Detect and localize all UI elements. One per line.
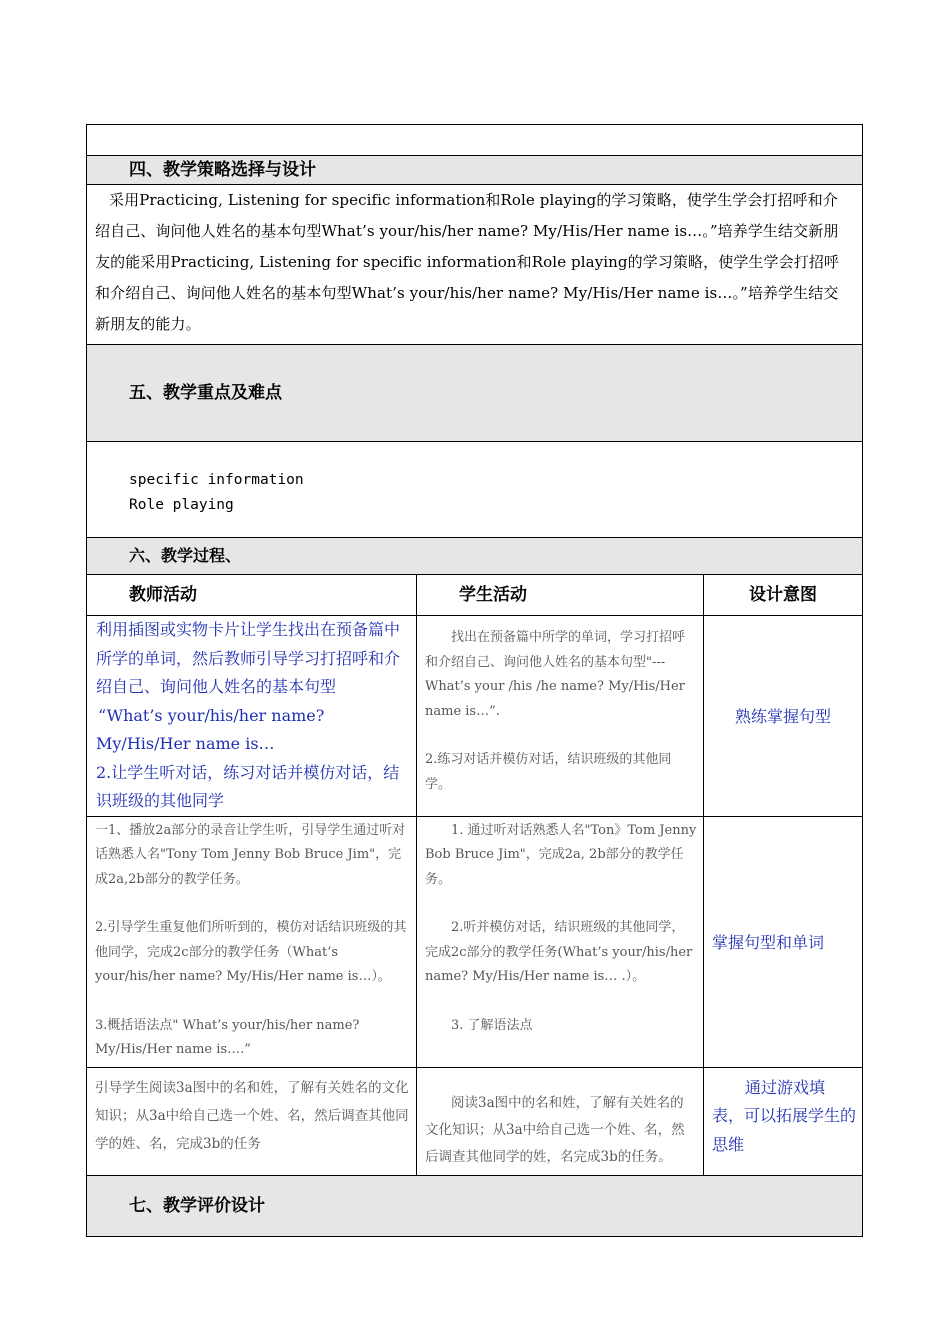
teacher-activity-text: 引导学生阅读3a图中的名和姓，了解有关姓名的文化知识；从3a中给自己选一个姓、名，然后调查其他同学的姓、名，完成3b的任务: [87, 1067, 417, 1175]
focus-item: specific information: [129, 472, 304, 488]
design-intent-text: 掌握句型和单词: [704, 816, 863, 1067]
teacher-activity-text: 一1、播放2a部分的录音让学生听，引导学生通过听对话熟悉人名"Tony Tom Jenny Bob Bruce Jim"，完成2a,2b部分的教学任务。: [95, 822, 406, 887]
strategy-text: 采用Practicing, Listening for specific information和Role playing的学习策略，使学生学会打招呼和介绍自己、询问他人姓名的基本句型What’s your/his/her name? My/His/Her name is…。”培养学生结交新朋友的能采用Practicing, Listening for specific information和Role playing的学习策略，使学生学会打招呼和介绍自己、询问他人姓名的基本句型What’s your/his/her name? My/His/Her name is…。”培养学生结交新朋友的能力。: [95, 191, 840, 333]
student-activity-text: 3. 了解语法点: [451, 1017, 533, 1033]
strategy-heading-row: [87, 156, 863, 185]
lesson-plan-sheet: [86, 124, 862, 1237]
design-intent-header: 设计意图: [704, 575, 863, 616]
teacher-activity-text: 3.概括语法点" What’s your/his/her name? My/His/Her name is….”: [95, 1017, 360, 1057]
student-activity-text: 2.听并模仿对话，结识班级的其他同学，完成2c部分的教学任务(What’s your/his/her name? My/His/Her name is… .）。: [425, 920, 693, 984]
focus-content-row: [87, 442, 863, 538]
strategy-content-row: [87, 185, 863, 345]
student-activity-text: 1. 通过听对话熟悉人名"Ton》Tom Jenny Bob Bruce Jim"，完成2a, 2b部分的教学任务。: [425, 822, 697, 887]
process-row-1: [87, 616, 863, 817]
evaluation-heading-row: [87, 1175, 863, 1236]
teacher-activity-text: “What’s your/his/her name? My/His/Her name is…: [96, 705, 325, 753]
teacher-activity-text: 2.让学生听对话，练习对话并模仿对话，结识班级的其他同学: [96, 762, 400, 810]
process-row-2: [87, 816, 863, 1067]
focus-title: 五、教学重点及难点: [129, 383, 282, 403]
blank-row: [87, 125, 863, 156]
focus-heading-row: [87, 345, 863, 442]
process-heading-row: [87, 538, 863, 575]
process-title: 六、教学过程、: [87, 538, 863, 575]
design-intent-text: 熟练掌握句型: [704, 616, 863, 817]
teacher-activity-text: 2.引导学生重复他们所听到的，模仿对话结识班级的其他同学，完成2c部分的教学任务（What’s your/his/her name? My/His/Her name is…）。: [95, 920, 407, 984]
process-column-headers: [87, 575, 863, 616]
design-intent-text: 通过游戏填表，可以拓展学生的思维: [712, 1077, 857, 1154]
student-activity-header: 学生活动: [417, 575, 704, 616]
lesson-plan-table: [86, 124, 863, 1237]
strategy-title: 四、教学策略选择与设计: [129, 160, 316, 180]
student-activity-text: 阅读3a图中的名和姓，了解有关姓名的文化知识；从3a中给自己选一个姓、名，然后调查其他同学的姓，名完成3b的任务。: [417, 1067, 704, 1175]
student-activity-text: 找出在预备篇中所学的单词，学习打招呼和介绍自己、询问他人姓名的基本句型"---What’s your /his /he name? My/His/Her name is…”.: [425, 630, 686, 719]
teacher-activity-header: 教师活动: [87, 575, 417, 616]
evaluation-title: 七、教学评价设计: [129, 1195, 265, 1216]
process-row-3: [87, 1067, 863, 1175]
teacher-activity-text: 利用插图或实物卡片让学生找出在预备篇中所学的单词，然后教师引导学习打招呼和介绍自己、询问他人姓名的基本句型: [96, 620, 401, 696]
student-activity-text: 2.练习对话并模仿对话，结识班级的其他同学。: [425, 752, 672, 792]
focus-item: Role playing: [129, 497, 234, 513]
